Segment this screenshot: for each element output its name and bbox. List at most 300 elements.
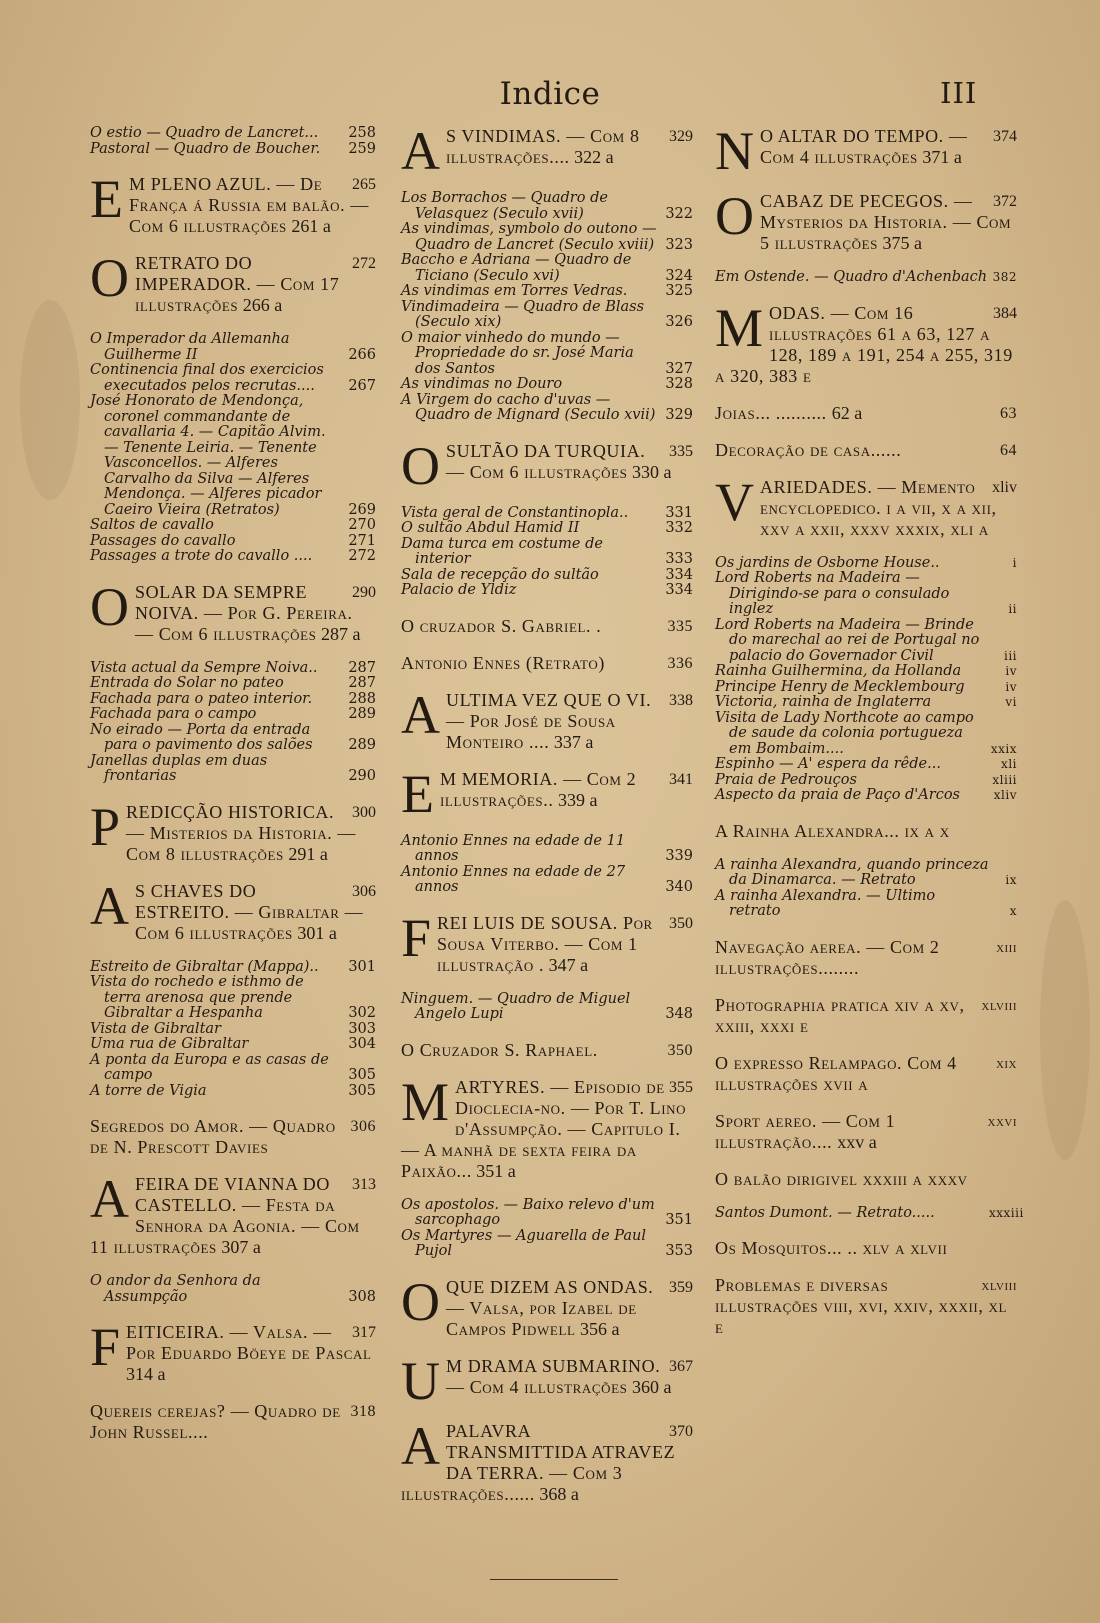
section-title-text: O ALTAR DO TEMPO. — Com 4 illustrações [760,126,968,167]
entry-page: 351 [665,1212,693,1228]
section-title-text: S CHAVES DO ESTREITO. — Gibraltar — Com 6 illustrações [135,880,364,943]
entry-page: 326 [665,314,693,330]
drop-cap: P [90,796,121,857]
section-start-page: 368 a [539,1483,579,1504]
section-title-text: M DRAMA SUBMARINO. — Com 4 illustrações [446,1355,661,1397]
entry-page: 269 [348,501,376,518]
index-entry [715,664,1017,680]
index-entry [90,142,376,158]
section-end-page: 359 [669,1278,693,1296]
entry-page: x [1009,904,1017,918]
index-entry [715,270,1017,286]
index-entry [401,300,693,331]
section-end-page: 306 [350,1118,376,1135]
section-title-text: REDICÇÃO HISTORICA. — Misterios da Historia. — Com 8 illustrações [126,801,357,864]
section-title [401,616,693,637]
entry-title: Los Borrachos — Quadro de Velasquez (Seculo xvii) [401,190,608,222]
entry-list [715,858,1017,920]
entry-page: 289 [348,706,376,722]
entry-page: 333 [665,551,693,567]
section-title [90,1116,376,1158]
section-end-page: 341 [669,770,693,788]
index-entry [90,363,376,394]
entry-title: Vista de Gibraltar [90,1020,221,1037]
entry-title: As vindimas, symbolo do outono — Quadro de Lancret (Seculo xviii) [401,221,657,253]
section-end-page: 355 [669,1078,693,1096]
entry-title: A rainha Alexandra. — Ultimo retrato [715,887,936,919]
entry-page: 325 [665,283,693,299]
entry-page: 324 [665,267,693,284]
index-entry [715,889,1017,920]
index-entry [715,695,1017,711]
index-column-3 [715,121,1024,1354]
index-entry [401,537,693,568]
entry-page: 272 [348,548,376,564]
entry-title: Vista geral de Constantinopla.. [401,504,629,521]
index-entry [90,1084,376,1100]
entry-page: 270 [348,517,376,533]
section-start-page: 371 a [922,147,962,167]
section-title [90,1401,376,1443]
drop-cap: U [401,1350,440,1411]
section-heading [401,763,693,824]
entry-list [715,1204,1024,1222]
entry-title: Saltos de cavallo [90,517,214,533]
entry-page: 340 [665,879,693,895]
index-entry [401,222,693,253]
entry-title: Sala de recepção do sultão [401,566,599,583]
section-title-text: Antonio Ennes (Retrato) [401,652,605,673]
entry-list [90,126,376,157]
section-title [715,440,1017,461]
index-entry [90,754,376,785]
entry-page: 331 [665,504,693,521]
section-title-text: FEIRA DE VIANNA DO CASTELLO. — Festa da Senhora da Agonia. — Com 11 illustrações [90,1174,360,1257]
entry-page: 339 [665,848,693,864]
index-entry [401,521,693,537]
section-end-page: 374 [993,128,1017,145]
section-start-page: 266 a [242,295,283,315]
section-title-text: ARIEDADES. — Memento encyclopedico. i a vii, x a xii, xxv a xxii, xxxv xxxix, xli a [760,476,997,539]
drop-cap: E [401,763,434,824]
section-title-text: O cruzador S. Gabriel. . [401,615,602,636]
section-end-page: 338 [669,691,693,709]
entry-title: As vindimas no Douro [401,376,563,392]
section-heading [715,471,1017,540]
index-entry [90,661,376,677]
drop-cap: O [401,1271,440,1332]
entry-title: Passages do cavallo [90,532,236,549]
entry-page: vi [1005,695,1017,709]
index-entry [90,1037,376,1053]
section-start-page: 301 a [297,922,337,943]
index-entry [90,975,376,1022]
section-heading [401,121,693,181]
index-entry [401,568,693,584]
entry-title: Praia de Pedrouços [715,771,857,788]
section-heading [90,576,376,645]
entry-page: 305 [348,1067,376,1083]
entry-title: A Virgem do cacho d'uvas — Quadro de Mignard (Seculo xvii) [401,391,656,423]
index-entry [401,992,693,1023]
entry-list [401,1198,693,1260]
index-entry [715,773,1017,789]
entry-title: Uma rua de Gibraltar [90,1036,249,1052]
index-entry [401,377,693,393]
entry-page: 287 [348,675,376,691]
index-entry [401,583,693,599]
drop-cap: E [90,169,123,229]
section-end-page: 384 [993,304,1017,322]
index-entry [90,692,376,708]
index-entry [90,394,376,518]
index-entry [401,191,693,222]
section-title-text: M PLENO AZUL. — De França á Russia em balão. — Com 6 illustrações [129,174,369,236]
section-start-page: 330 a [632,461,672,482]
entry-page: 328 [665,376,693,392]
section-heading [715,186,1017,254]
entry-title: Entrada do Solar no pateo [90,675,284,691]
section-start-page: 307 a [221,1237,261,1257]
section-heading [401,1271,693,1340]
section-start-page: 339 a [557,789,598,810]
drop-cap: F [401,907,432,968]
section-title-text: Quereis cerejas? — Quadro de John Russel.... [90,1401,341,1442]
entry-title: O andor da Senhora da Assumpção [90,1273,261,1305]
section-heading [401,1415,693,1505]
entry-title: A ponta da Europa e as casas de campo [90,1051,329,1083]
entry-list [715,270,1017,286]
section-end-page: 335 [667,617,693,635]
drop-cap: A [90,1169,129,1229]
drop-cap: O [401,435,440,496]
entry-title: Antonio Ennes na edade de 27 annos [401,863,626,895]
section-end-page: xxvi [987,1112,1017,1130]
page-number: III [940,76,978,110]
entry-page: ix [1005,873,1017,887]
entry-page: 353 [665,1243,693,1259]
section-title [401,1040,693,1061]
section-title [715,821,1017,842]
entry-title: Janellas duplas em duas frontarias [90,752,268,784]
index-entry [715,680,1017,696]
entry-list [401,992,693,1023]
index-entry [401,834,693,865]
index-entry [90,1053,376,1084]
entry-page: 259 [348,140,376,157]
entry-list [90,960,376,1100]
section-start-page: 356 a [580,1318,620,1339]
section-title-text: Navegação aerea. — Com 2 illustrações........ [715,936,940,978]
section-title-text: RETRATO DO IMPERADOR. — Com 17 illustrações [135,253,340,315]
index-column-1 [90,126,376,1459]
entry-list [90,332,376,565]
section-start-page: 314 a [126,1364,166,1384]
section-end-page: 335 [669,442,693,460]
entry-page: 332 [665,520,693,536]
section-start-page: 351 a [476,1160,516,1181]
entry-title: Aspecto da praia de Paço d'Arcos [715,787,960,803]
section-heading [715,121,1017,181]
section-end-page: xlviii [981,996,1017,1014]
entry-title: A torre de Vigia [90,1082,207,1099]
index-entry [90,518,376,534]
section-heading [90,1169,376,1258]
section-title-text: QUE DIZEM AS ONDAS. — Valsa, por Izabel de Campos Pidwell [446,1276,654,1339]
entry-title: A rainha Alexandra, quando princeza da Dinamarca. — Retrato [715,856,989,888]
entry-title: Estreito de Gibraltar (Mappa).. [90,958,319,975]
index-entry [90,126,376,142]
section-heading [401,1350,693,1411]
entry-page: 322 [665,205,693,222]
section-end-page: 313 [352,1176,376,1193]
section-start-page: 360 a [632,1376,672,1397]
entry-list [401,834,693,896]
entry-page: 308 [348,1288,376,1305]
entry-page: 290 [348,768,376,784]
section-heading [401,435,693,496]
index-entry [715,757,1017,773]
entry-page: 289 [348,737,376,753]
index-entry [401,284,693,300]
section-title-text: S VINDIMAS. — Com 8 illustrações.... [446,126,640,167]
entry-page: 271 [348,532,376,549]
section-title-text: Decoração de casa...... [715,439,902,460]
section-start-page: 375 a [882,233,922,253]
entry-page: 382 [992,270,1017,284]
index-entry [715,711,1017,758]
entry-title: Ninguem. — Quadro de Miguel Angelo Lupi [401,990,631,1022]
entry-title: O Imperador da Allemanha Guilherme II [90,331,290,363]
drop-cap: A [401,121,440,181]
entry-page: ii [1008,602,1017,616]
index-entry [715,618,1017,665]
section-title-text: Os Mosquitos... .. xlv a xlvii [715,1238,948,1258]
section-title [715,1053,1017,1095]
index-entry [90,1022,376,1038]
entry-page: 301 [348,958,376,975]
drop-cap: O [90,248,129,308]
section-title [715,937,1017,979]
section-end-page: 272 [352,255,376,272]
section-title [715,995,1017,1037]
entry-title: Os jardins de Osborne House.. [715,554,940,571]
section-start-page: 291 a [288,843,328,864]
section-title-text: O expresso Relampago. Com 4 illustrações xvii a [715,1052,957,1094]
section-title-text: Photographia pratica xiv a xv, xxiii, xxxi e [715,994,965,1036]
entry-title: Os Martyres — Aguarella de Paul Pujol [401,1227,647,1259]
section-end-page: 64 [1000,441,1017,459]
section-title-text: ULTIMA VEZ QUE O VI. — Por José de Sousa Monteiro .... [446,689,652,752]
entry-page: 288 [348,690,376,707]
section-end-page: 336 [667,654,693,672]
index-entry [401,865,693,896]
entry-page: iv [1005,679,1017,694]
entry-title: No eirado — Porta da entrada para o pavimento dos salões [90,721,313,753]
index-entry [401,253,693,284]
section-end-page: xix [995,1054,1017,1072]
entry-title: José Honorato de Mendonça, coronel commandante de cavallaria 4. — Capitão Alvim. — Tenente Leiria. — Tenente Vasconcellos. — Alferes Carvalho da Silva — Alferes Mendonça. — Alferes picador Caeiro Vieira (Retratos) [90,393,326,518]
entry-title: Em Ostende. — Quadro d'Achenbach [715,269,988,285]
entry-page: 327 [665,360,693,377]
section-end-page: 265 [352,176,376,193]
drop-cap: N [715,121,754,181]
section-start-page: 322 a [574,147,614,167]
section-title-text: M MEMORIA. — Com 2 illustrações.. [440,768,637,810]
section-title-text: SULTÃO DA TURQUIA. — Com 6 illustrações [446,440,646,482]
section-end-page: 350 [667,1041,693,1059]
section-heading [401,907,693,976]
index-entry [90,1274,376,1305]
section-end-page: xlviii [981,1277,1017,1294]
section-title-text: PALAVRA TRANSMITTIDA ATRAVEZ DA TERRA. — Com 3 illustrações...... [401,1420,676,1504]
section-title-text: O Cruzador S. Raphael. [401,1039,598,1060]
section-title-text: O balão dirigivel xxxiii a xxxv [715,1168,968,1189]
section-title-text: ODAS. — Com 16 illustrações 61 a 63, 127 a 128, 189 a 191, 254 a 255, 319 a 320, 383 e [715,302,1013,386]
section-title-text: Sport aereo. — Com 1 illustração.... [715,1110,896,1152]
section-title [715,1275,1017,1338]
section-title-text: Problemas e diversas illustrações viii, xvi, xxiv, xxxii, xl e [715,1275,1008,1337]
entry-page: xxxiii [989,1205,1024,1220]
entry-title: Vista do rochedo e isthmo de terra arenosa que prende Gibraltar a Hespanha [90,974,304,1021]
section-start-page: 62 a [831,402,863,423]
entry-page: 304 [348,1036,376,1052]
entry-page: xliv [993,788,1017,802]
entry-title: Fachada para o pateo interior. [90,690,313,707]
section-end-page: xiii [996,938,1017,956]
index-entry [401,1229,693,1260]
drop-cap: A [90,875,129,936]
index-entry [715,1204,1024,1222]
entry-title: Baccho e Adriana — Quadro de Ticiano (Seculo xvi) [401,252,632,284]
drop-cap: F [90,1317,121,1377]
section-end-page: 329 [669,128,693,145]
entry-title: Continencia final dos exercicios executados pelos recrutas.... [90,362,324,394]
section-end-page: 63 [1000,404,1017,422]
section-end-page: 372 [993,193,1017,210]
index-entry [715,788,1017,804]
index-column-2 [401,121,693,1521]
section-heading [90,169,376,237]
section-title [401,653,693,674]
entry-page: i [1012,555,1017,570]
drop-cap: O [715,186,754,246]
entry-page: iii [1003,648,1017,663]
section-end-page: 290 [352,583,376,601]
entry-title: Espinho — A' espera da rêde... [715,756,941,772]
section-start-page: 337 a [553,731,594,752]
entry-title: Palacio de Yldiz [401,582,517,598]
entry-page: 302 [348,1005,376,1021]
entry-title: Victoria, rainha de Inglaterra [715,694,932,710]
section-end-page: 318 [350,1403,376,1420]
section-title [715,403,1017,424]
section-end-page: 370 [669,1422,693,1440]
entry-title: O estio — Quadro de Lancret... [90,125,319,141]
entry-page: iv [1005,664,1017,678]
entry-page: 267 [348,377,376,394]
section-end-page: 317 [352,1324,376,1341]
entry-title: Lord Roberts na Madeira — Brinde do marechal ao rei de Portugal no palacio do Governador Civil [715,616,980,664]
entry-page: 334 [665,566,693,583]
section-start-page: 261 a [291,216,331,236]
entry-page: 287 [348,659,376,676]
entry-list [90,661,376,785]
entry-page: xxix [990,741,1017,756]
entry-title: Antonio Ennes na edade de 11 annos [401,832,626,864]
entry-list [715,556,1017,804]
entry-title: Pastoral — Quadro de Boucher. [90,140,321,157]
entry-title: Santos Dumont. — Retrato..... [715,1204,935,1221]
entry-title: Visita de Lady Northcote ao campo de saude da colonia portugueza em Bombaim.... [715,709,974,757]
section-start-page: 347 a [548,954,589,975]
section-title [715,1111,1017,1153]
section-end-page: 350 [669,914,693,932]
bottom-rule [490,1579,618,1580]
index-entry [90,723,376,754]
section-title [715,1238,1017,1259]
section-title-text: EITICEIRA. — Valsa. — Por Eduardo Böeye de Pascal [126,1322,372,1363]
entry-page: xliii [992,772,1017,787]
entry-page: 323 [665,236,693,253]
index-entry [90,534,376,550]
entry-page: 329 [665,407,693,423]
section-heading [401,1071,693,1182]
index-entry [401,1198,693,1229]
entry-title: Fachada para o campo [90,706,257,722]
section-title-text: Segredos do Amor. — Quadro de N. Prescott Davies [90,1116,336,1157]
drop-cap: M [715,297,764,358]
index-entry [90,676,376,692]
entry-list [401,191,693,424]
entry-title: Rainha Guilhermina, da Hollanda [715,663,962,679]
drop-cap: M [401,1071,450,1132]
section-end-page: xliv [992,478,1017,496]
entry-list [90,1274,376,1305]
entry-title: Dama turca em costume de interior [401,535,603,567]
section-title-text: CABAZ DE PECEGOS. — Mysterios da Historia. — Com 5 illustrações [760,191,1012,253]
section-heading [715,297,1017,387]
section-end-page: 367 [669,1357,693,1375]
section-title-text: ARTYRES. — Episodio de Dioclecia-no. — Por T. Lino d'Assumpção. — Capitulo I. — A manhã de sexta feira da Paixão... [401,1076,687,1181]
index-entry [401,393,693,424]
section-title-text: Joias... .......... [715,402,827,423]
drop-cap: A [401,684,440,745]
index-entry [90,332,376,363]
index-entry [401,506,693,522]
section-title [715,1169,1017,1190]
section-title-text: REI LUIS DE SOUSA. Por Sousa Viterbo. — Com 1 illustração . [437,912,653,975]
index-entry [401,331,693,378]
drop-cap: A [401,1415,440,1476]
section-heading [90,796,376,865]
entry-title: O sultão Abdul Hamid II [401,520,580,536]
section-end-page: 306 [352,882,376,900]
drop-cap: V [715,471,754,532]
entry-page: 258 [348,125,376,141]
section-start-page: xxv a [837,1131,877,1152]
entry-title: Principe Henry de Mecklembourg [715,678,965,695]
index-entry [90,960,376,976]
index-entry [715,858,1017,889]
index-entry [715,571,1017,618]
index-entry [90,549,376,565]
page-title: Indice [499,76,601,112]
entry-page: xli [1001,757,1017,771]
entry-title: O maior vinhedo do mundo — Propriedade do sr. José Maria dos Santos [401,329,634,377]
entry-page: 303 [348,1020,376,1037]
section-heading [90,1317,376,1385]
